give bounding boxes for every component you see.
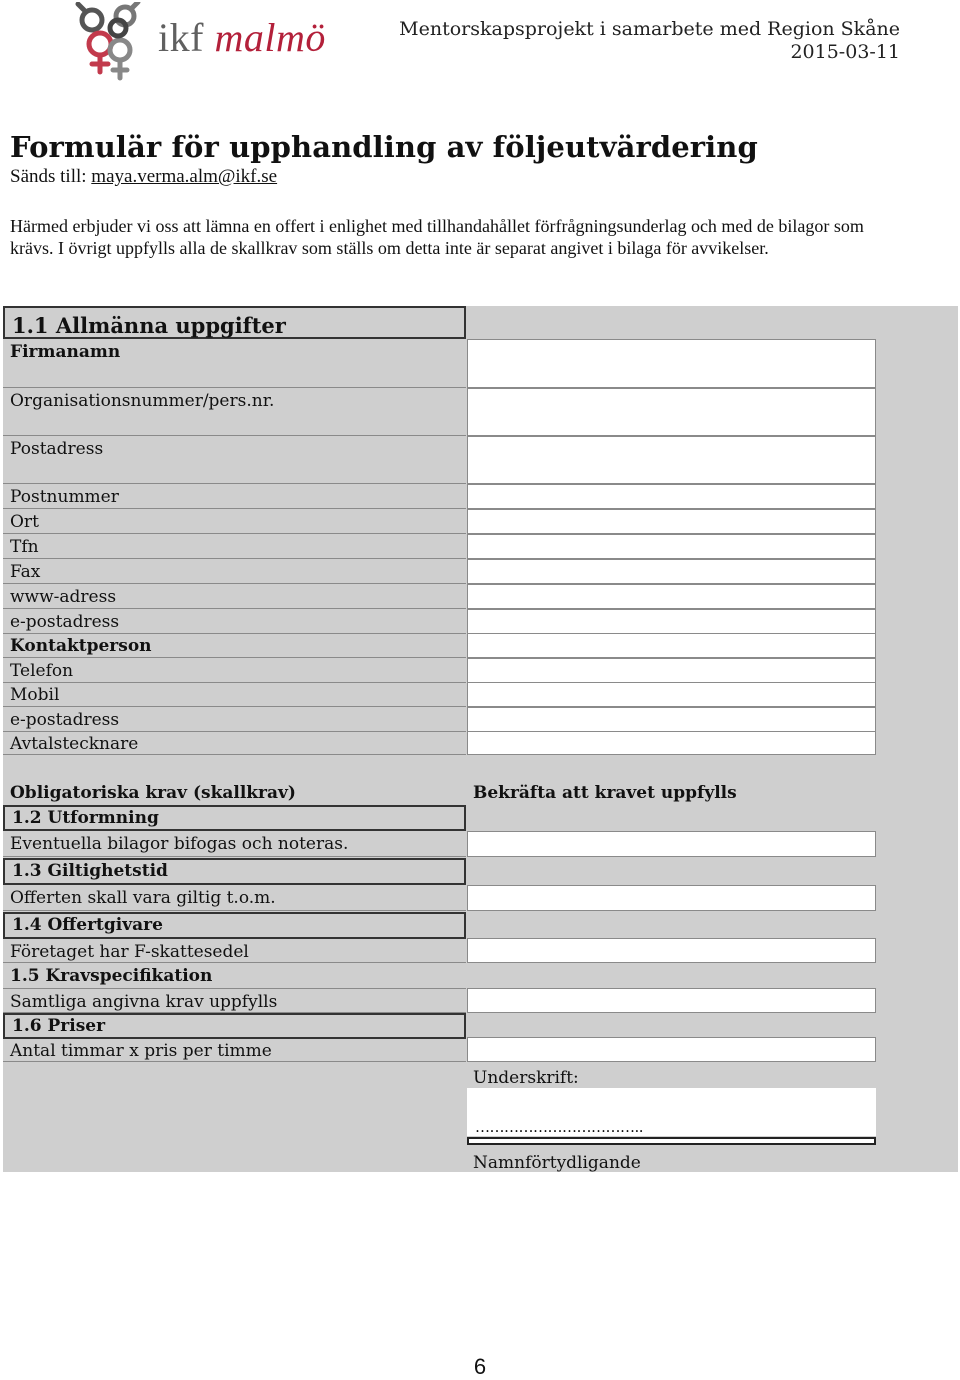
send-to-email-link[interactable]: maya.verma.alm@ikf.se <box>91 166 278 187</box>
input-postnummer[interactable] <box>467 484 876 509</box>
logo-wordmark <box>158 14 326 61</box>
label-mobil: Mobil <box>3 683 466 707</box>
label-email: e-postadress <box>3 610 466 634</box>
label-firmanamn: Firmanamn <box>3 340 466 388</box>
label-www: www-adress <box>3 585 466 609</box>
confirm-input-1-5[interactable] <box>467 988 876 1013</box>
input-ort[interactable] <box>467 509 876 534</box>
input-contact-email[interactable] <box>467 707 876 732</box>
req-text-1-6: Antal timmar x pris per timme <box>3 1039 466 1062</box>
confirm-input-1-3[interactable] <box>467 885 876 911</box>
confirm-input-1-2[interactable] <box>467 831 876 857</box>
input-postadress[interactable] <box>467 436 876 484</box>
label-kontaktperson: Kontaktperson <box>3 634 466 658</box>
send-to-label: Sänds till: <box>10 166 87 187</box>
input-tfn[interactable] <box>467 534 876 559</box>
logo-ikf: ikf <box>158 15 204 60</box>
header-date: 2015-03-11 <box>790 41 900 63</box>
confirm-input-1-4[interactable] <box>467 938 876 963</box>
input-orgnr[interactable] <box>467 388 876 436</box>
input-kontaktperson[interactable] <box>467 633 876 658</box>
label-postnummer: Postnummer <box>3 485 466 509</box>
input-firmanamn[interactable] <box>467 339 876 388</box>
signature-label: Underskrift: <box>473 1068 579 1088</box>
req-title-1-3: 1.3 Giltighetstid <box>3 858 466 885</box>
logo-malmo: malmö <box>214 15 326 60</box>
req-text-1-4: Företaget har F-skattesedel <box>3 940 466 963</box>
label-fax: Fax <box>3 560 466 584</box>
req-text-1-3: Offerten skall vara giltig t.o.m. <box>3 886 466 911</box>
signature-line <box>467 1137 876 1145</box>
header-info <box>399 18 900 64</box>
send-to-line <box>10 166 277 188</box>
req-title-1-4: 1.4 Offertgivare <box>3 912 466 939</box>
confirm-heading: Bekräfta att kravet uppfylls <box>473 783 737 803</box>
req-title-1-5: 1.5 Kravspecifikation <box>3 964 466 989</box>
confirm-input-1-6[interactable] <box>467 1037 876 1062</box>
label-telefon: Telefon <box>3 659 466 683</box>
section-general-heading: 1.1 Allmänna uppgifter <box>3 306 466 339</box>
project-line: Mentorskapsprojekt i samarbete med Region Skåne <box>399 18 900 40</box>
input-fax[interactable] <box>467 559 876 584</box>
label-postadress: Postadress <box>3 437 466 484</box>
req-title-1-2: 1.2 Utformning <box>3 805 466 831</box>
input-mobil[interactable] <box>467 682 876 707</box>
req-title-1-6: 1.6 Priser <box>3 1013 466 1039</box>
label-ort: Ort <box>3 510 466 534</box>
signature-dots: …………………………….. <box>475 1118 644 1136</box>
req-text-1-5: Samtliga angivna krav uppfylls <box>3 990 466 1013</box>
label-orgnr: Organisationsnummer/pers.nr. <box>3 389 466 436</box>
page-title: Formulär för upphandling av följeutvärdering <box>10 130 758 164</box>
name-clarification-label: Namnförtydligande <box>473 1153 641 1173</box>
label-contact-email: e-postadress <box>3 708 466 732</box>
input-www[interactable] <box>467 584 876 609</box>
input-telefon[interactable] <box>467 658 876 683</box>
label-tfn: Tfn <box>3 535 466 559</box>
label-avtalstecknare: Avtalstecknare <box>3 732 466 755</box>
intro-paragraph: Härmed erbjuder vi oss att lämna en offert i enlighet med tillhandahållet förfrågningsunderlag och med de bilagor som krävs. I övrigt uppfylls alla de skallkrav som ställs om detta inte är separat angivet i bilaga för avvikelser. <box>10 216 864 258</box>
input-avtalstecknare[interactable] <box>467 731 876 755</box>
page-number: 6 <box>473 1354 487 1379</box>
req-text-1-2: Eventuella bilagor bifogas och noteras. <box>3 832 466 857</box>
requirements-heading: Obligatoriska krav (skallkrav) <box>10 783 296 803</box>
input-email[interactable] <box>467 609 876 634</box>
